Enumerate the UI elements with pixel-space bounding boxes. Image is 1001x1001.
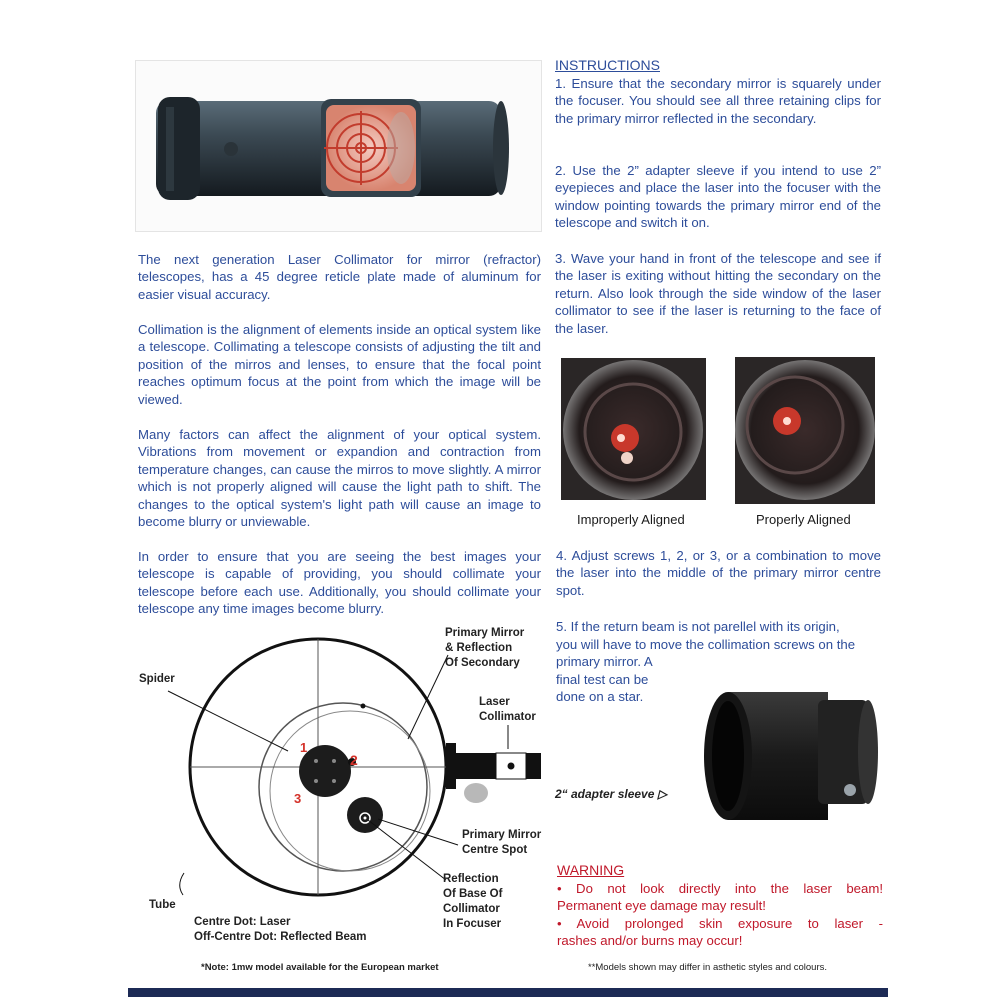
tube-label: Tube <box>149 899 176 911</box>
properly-aligned-caption: Properly Aligned <box>756 512 851 527</box>
instruction-step-5-line: done on a star. <box>556 689 644 704</box>
screw-number-1: 1 <box>300 740 308 755</box>
label-line: In Focuser <box>443 918 502 930</box>
european-model-note: *Note: 1mw model available for the European market <box>201 962 439 973</box>
label-line: Laser <box>479 696 510 708</box>
bottom-bar <box>128 988 888 997</box>
laser-collimator-illustration <box>136 61 541 231</box>
primary-mirror-centre-spot-label <box>462 828 541 858</box>
screw-number-3: 3 <box>294 791 302 806</box>
label-line: Reflection <box>443 873 499 885</box>
off-centre-dot-label: Off-Centre Dot: Reflected Beam <box>194 931 367 943</box>
warning-line-2: Permanent eye damage may result! <box>557 898 766 913</box>
screw-number-2: 2 <box>350 752 358 768</box>
instruction-step-4: 4. Adjust screws 1, 2, or 3, or a combination to move the laser into the middle of the primary mirror centre spot. <box>556 548 881 598</box>
label-line: Primary Mirror <box>462 829 542 841</box>
intro-paragraph-2: Collimation is the alignment of elements inside an optical system like a telescope. Collimating a telescope consists of adjusting the tilt and position of the mirros and lenses, to ensure that the focal point reaches optimum focus at the point from which the image will be viewed. <box>138 322 541 407</box>
leader-tube <box>180 873 184 895</box>
warning-line-1: • Do not look directly into the laser beam! <box>557 881 883 896</box>
intro-paragraph-4: In order to ensure that you are seeing the best images your telescope is capable of providing, you should collimate your telescope before each use. Additionally, you should collimate your telescope any time images become blurry. <box>138 549 541 617</box>
warning-heading: WARNING <box>557 862 625 878</box>
label-line: Primary Mirror <box>445 627 525 639</box>
improperly-aligned-caption: Improperly Aligned <box>577 512 685 527</box>
instruction-step-1: 1. Ensure that the secondary mirror is squarely under the focuser. You should see all three retaining clips for the primary mirror reflected in the secondary. <box>555 76 881 126</box>
warning-line-3: • Avoid prolonged skin exposure to laser - <box>557 916 883 931</box>
primary-mirror-reflection-label <box>445 626 524 671</box>
instruction-step-5-line: 5. If the return beam is not parellel with its origin, <box>556 619 840 634</box>
label-line: Centre Spot <box>462 844 528 856</box>
laser-collimator-label <box>479 695 536 725</box>
centre-dot-label: Centre Dot: Laser <box>194 916 291 928</box>
instruction-step-3: 3. Wave your hand in front of the telescope and see if the laser is exiting without hitting the secondary on the return. Also look through the side window of the laser collimator to see if the laser is returning to the face of the laser. <box>555 251 881 336</box>
properly-aligned-photo <box>735 357 875 504</box>
reflected-base-spot <box>464 783 488 803</box>
label-line: Collimator <box>443 903 500 915</box>
instruction-step-2: 2. Use the 2” adapter sleeve if you intend to use 2” eyepieces and place the laser into the focuser with the window pointing towards the primary mirror end of the telescope and switch it on. <box>555 163 881 231</box>
label-line: Of Base Of <box>443 888 503 900</box>
leader-centre-spot <box>378 819 458 845</box>
label-line: & Reflection <box>445 642 513 654</box>
adapter-sleeve-photo <box>698 686 880 826</box>
instruction-step-5-line: primary mirror. A <box>556 654 653 669</box>
instructions-heading: INSTRUCTIONS <box>555 57 660 73</box>
leader-spider <box>168 691 288 751</box>
intro-paragraph-1: The next generation Laser Collimator for mirror (refractor) telescopes, has a 45 degree reticle plate made of aluminum for easier visual accuracy. <box>138 252 541 302</box>
instruction-step-5-line: final test can be <box>556 672 649 687</box>
spider-label: Spider <box>139 673 175 685</box>
reflection-base-label <box>443 872 502 932</box>
adapter-sleeve-label: 2“ adapter sleeve ▷ <box>555 787 667 801</box>
label-line: Of Secondary <box>445 657 520 669</box>
models-differ-note: **Models shown may differ in asthetic styles and colours. <box>588 962 828 973</box>
warning-line-4: rashes and/or burns may occur! <box>557 933 743 948</box>
label-line: Collimator <box>479 711 536 723</box>
improperly-aligned-photo <box>561 358 706 500</box>
focuser <box>446 743 456 789</box>
leader-reflection-base <box>368 820 446 880</box>
instruction-step-5-line: you will have to move the collimation screws on the <box>556 637 856 652</box>
leader-primary-reflection <box>408 655 448 739</box>
intro-paragraph-3: Many factors can affect the alignment of your optical system. Vibrations from movement or expandion and contraction from temperature changes, can cause the mirros to move slightly. A mirror which is not properly aligned will cause the light path to shift. The changes to the optical system's light path will cause an image to become blurry or unviewable. <box>138 427 541 530</box>
product-photo <box>135 60 542 232</box>
